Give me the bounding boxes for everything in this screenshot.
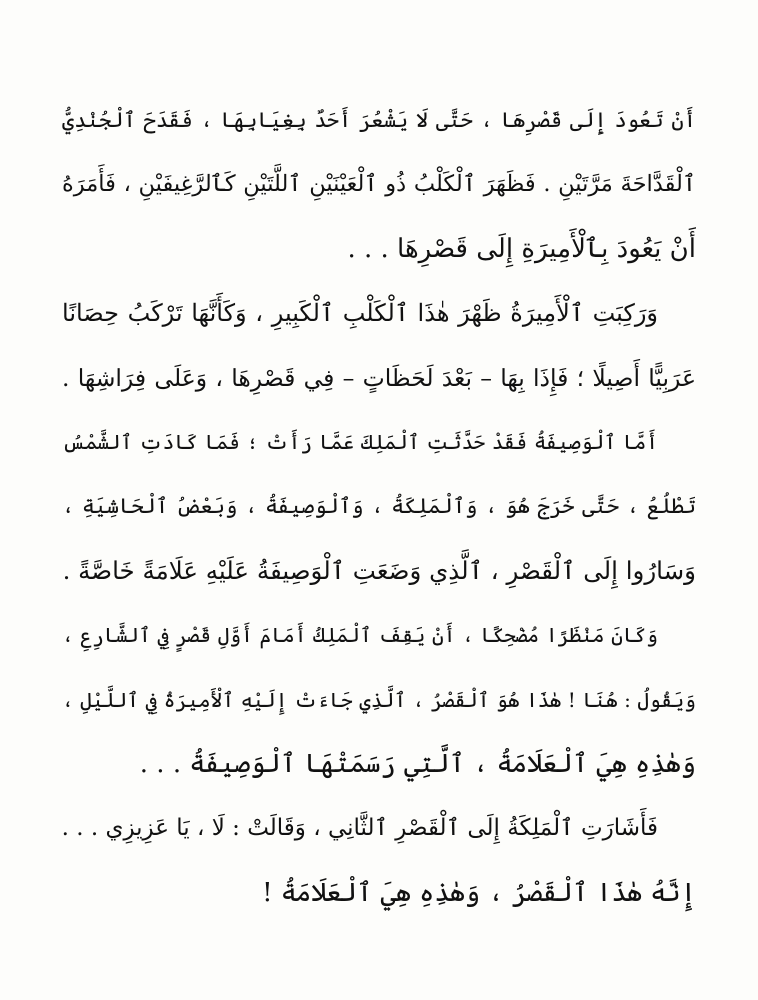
text-line-9: وَكَانَ مَنْظَرًا مُضْحِكًا ، أَنْ يَقِفَ ٱلْمَلِكُ أَمَامَ أَوَّلِ قَصْرٍ فِي ٱلشَّارِعِ ،	[62, 623, 658, 648]
text-line-4: وَرَكِبَتِ ٱلْأَمِيرَةُ ظَهْرَ هٰذَا ٱلْكَلْبِ ٱلْكَبِيرِ ، وَكَأَنَّهَا تَرْكَبُ حِصَانًا	[62, 299, 658, 328]
page-text	[62, 88, 696, 925]
text-line-1: أَنْ تَعُودَ إِلَى قَصْرِهَا ، حَتَّى لَا يَشْعُرَ أَحَدٌ بِغِيَابِهَا ، فَقَدَحَ ٱلْجُنْدِيُّ	[62, 108, 696, 132]
text-line-7: تَطْلُعُ ، حَتَّى خَرَجَ هُوَ ، وَٱلْمَلِكَةُ ، وَٱلْوَصِيفَةُ ، وَبَعْضُ ٱلْحَاشِيَةِ ،	[62, 494, 696, 519]
text-line-13: إِنَّهُ هٰذَا ٱلْقَصْرُ ، وَهٰذِهِ هِيَ ٱلْعَلَامَةُ !	[262, 877, 696, 908]
text-line-12: فَأَشَارَتِ ٱلْمَلِكَةُ إِلَى ٱلْقَصْرِ ٱلثَّانِي ، وَقَالَتْ : لَا ، يَا عَزِيزِي . . .	[62, 815, 658, 842]
text-line-6: أَمَّا ٱلْوَصِيفَةُ فَقَدْ حَدَّثَتِ ٱلْمَلِكَ عَمَّا رَأَتْ ؛ فَمَا كَادَتِ ٱلشَّمْسُ	[62, 429, 658, 454]
text-line-5: عَرَبِيًّا أَصِيلًا ؛ فَإِذَا بِهَا – بَعْدَ لَحَظَاتٍ – فِي قَصْرِهَا ، وَعَلَى فِرَاشِهَا .	[62, 363, 696, 392]
text-line-8: وَسَارُوا إِلَى ٱلْقَصْرِ ، ٱلَّذِي وَضَعَتِ ٱلْوَصِيفَةُ عَلَيْهِ عَلَامَةً خَاصَّةً .	[62, 555, 696, 585]
text-line-3: أَنْ يَعُودَ بِٱلْأَمِيرَةِ إِلَى قَصْرِهَا . . .	[347, 233, 696, 264]
text-line-10: وَيَقُولُ : هُنَا ! هٰذَا هُوَ ٱلْقَصْرُ ، ٱلَّذِي جَاءَتْ إِلَيْهِ ٱلْأَمِيرَةُ فِي ٱللَّيْلِ ،	[62, 687, 696, 712]
text-line-2: ٱلْقَدَّاحَةَ مَرَّتَيْنِ . فَظَهَرَ ٱلْكَلْبُ ذُو ٱلْعَيْنَيْنِ ٱللَّتَيْنِ كَٱلرَّغِيفَيْنِ ، فَأَمَرَهُ	[62, 171, 696, 198]
text-line-11: وَهٰذِهِ هِيَ ٱلْعَلَامَةُ ، ٱلَّتِي رَسَمَتْهَا ٱلْوَصِيفَةُ . . .	[139, 748, 696, 779]
